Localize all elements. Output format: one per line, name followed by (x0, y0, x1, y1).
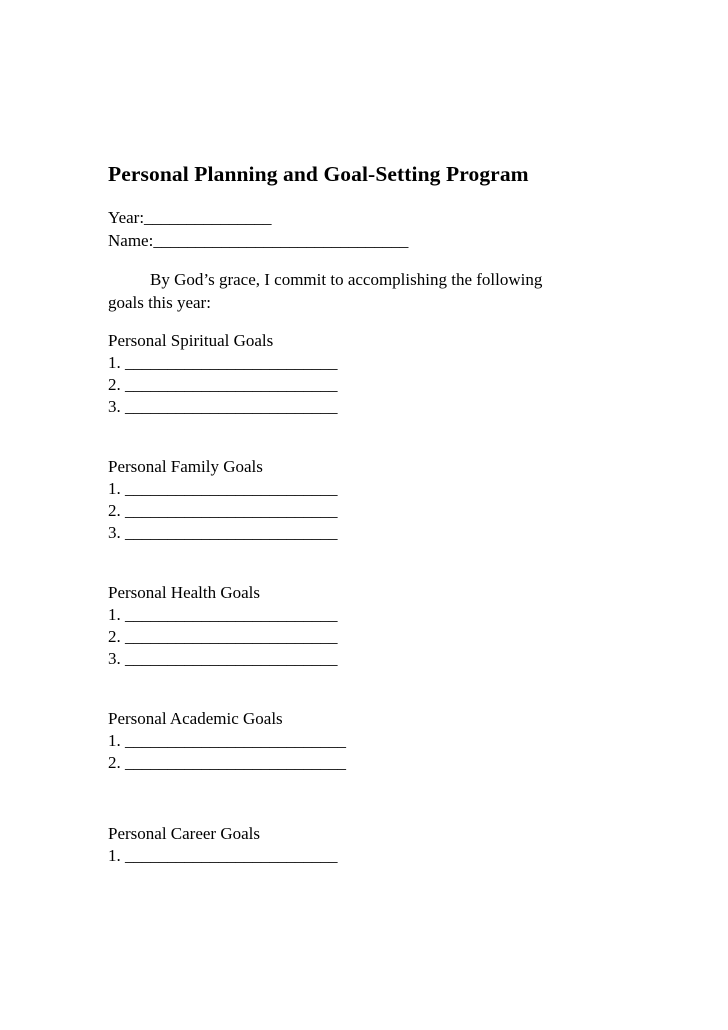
goal-line: 1. __________________________ (108, 731, 346, 750)
goal-line: 3. _________________________ (108, 523, 338, 542)
goal-line: 1. _________________________ (108, 605, 338, 624)
commitment-line-2: goals this year: (108, 293, 211, 312)
goal-line: 2. _________________________ (108, 501, 338, 520)
goal-line: 2. __________________________ (108, 753, 346, 772)
goal-line: 1. _________________________ (108, 353, 338, 372)
goal-line: 2. _________________________ (108, 627, 338, 646)
section-heading-health: Personal Health Goals (108, 583, 261, 602)
name-field: Name:______________________________ (108, 231, 409, 250)
document-title: Personal Planning and Goal-Setting Program (108, 162, 529, 186)
goal-line: 3. _________________________ (108, 649, 338, 668)
section-heading-family: Personal Family Goals (108, 457, 263, 476)
section-heading-career: Personal Career Goals (108, 824, 261, 843)
section-heading-academic: Personal Academic Goals (108, 709, 283, 728)
goal-line: 1. _________________________ (108, 846, 338, 865)
goal-line: 1. _________________________ (108, 479, 338, 498)
year-field: Year:_______________ (108, 208, 272, 227)
goal-line: 2. _________________________ (108, 375, 338, 394)
goal-line: 3. _________________________ (108, 397, 338, 416)
section-heading-spiritual: Personal Spiritual Goals (108, 331, 274, 350)
commitment-line-1: By God’s grace, I commit to accomplishing the following (150, 270, 543, 289)
